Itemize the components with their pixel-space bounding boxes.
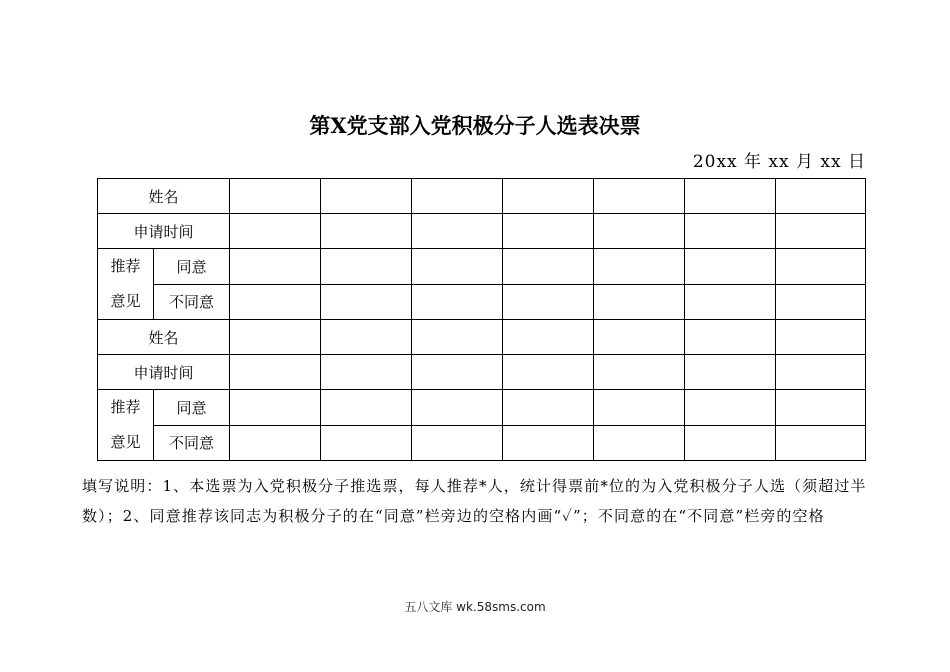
agree-cell[interactable] xyxy=(776,390,866,426)
apply-time-cell[interactable] xyxy=(594,355,685,390)
name-cell[interactable] xyxy=(321,320,412,355)
recommend-label-bottom: 意见 xyxy=(110,433,141,451)
agree-cell[interactable] xyxy=(230,390,321,426)
apply-time-cell[interactable] xyxy=(776,355,866,390)
disagree-cell[interactable] xyxy=(685,425,776,461)
disagree-cell[interactable] xyxy=(412,284,503,320)
ballot-title: 第X党支部入党积极分子人选表决票 xyxy=(309,113,641,138)
agree-cell[interactable] xyxy=(503,249,594,285)
name-cell[interactable] xyxy=(594,179,685,214)
apply-time-cell[interactable] xyxy=(412,355,503,390)
instructions xyxy=(82,471,872,531)
disagree-label: 不同意 xyxy=(154,425,230,461)
disagree-cell[interactable] xyxy=(685,284,776,320)
table-row-agree-2 xyxy=(98,390,866,426)
disagree-cell[interactable] xyxy=(503,284,594,320)
name-cell[interactable] xyxy=(594,320,685,355)
agree-cell[interactable] xyxy=(685,390,776,426)
table-row-name-2 xyxy=(98,320,866,355)
apply-time-cell[interactable] xyxy=(230,355,321,390)
name-cell[interactable] xyxy=(321,179,412,214)
recommend-label-top: 推荐 xyxy=(110,398,141,416)
recommend-label xyxy=(98,249,154,320)
recommend-label-bottom: 意见 xyxy=(110,292,141,310)
table-row-disagree-1 xyxy=(98,284,866,320)
name-cell[interactable] xyxy=(230,320,321,355)
apply-time-label: 申请时间 xyxy=(98,214,230,249)
disagree-cell[interactable] xyxy=(230,425,321,461)
agree-cell[interactable] xyxy=(412,249,503,285)
apply-time-cell[interactable] xyxy=(685,355,776,390)
table-row-name-1 xyxy=(98,179,866,214)
apply-time-cell[interactable] xyxy=(412,214,503,249)
apply-time-cell[interactable] xyxy=(230,214,321,249)
disagree-cell[interactable] xyxy=(321,425,412,461)
disagree-cell[interactable] xyxy=(776,284,866,320)
agree-cell[interactable] xyxy=(321,390,412,426)
apply-time-cell[interactable] xyxy=(685,214,776,249)
table-row-agree-1 xyxy=(98,249,866,285)
agree-label: 同意 xyxy=(154,249,230,285)
table-row-apply-time-1 xyxy=(98,214,866,249)
recommend-label-top: 推荐 xyxy=(110,257,141,275)
recommend-label xyxy=(98,390,154,461)
apply-time-cell[interactable] xyxy=(503,355,594,390)
apply-time-cell[interactable] xyxy=(503,214,594,249)
disagree-cell[interactable] xyxy=(776,425,866,461)
table-row-disagree-2 xyxy=(98,425,866,461)
name-cell[interactable] xyxy=(412,320,503,355)
agree-cell[interactable] xyxy=(230,249,321,285)
disagree-cell[interactable] xyxy=(594,284,685,320)
agree-label: 同意 xyxy=(154,390,230,426)
name-cell[interactable] xyxy=(776,320,866,355)
name-cell[interactable] xyxy=(776,179,866,214)
name-label: 姓名 xyxy=(98,320,230,355)
apply-time-cell[interactable] xyxy=(776,214,866,249)
instructions-line-2: 数）；2、同意推荐该同志为积极分子的在“同意”栏旁边的空格内画“✓”；不同意的在“不同意”栏旁的空格 xyxy=(82,507,825,525)
agree-cell[interactable] xyxy=(503,390,594,426)
name-cell[interactable] xyxy=(503,320,594,355)
disagree-label: 不同意 xyxy=(154,284,230,320)
agree-cell[interactable] xyxy=(594,249,685,285)
instructions-line-1: 填写说明：1、本选票为入党积极分子推选票，每人推荐*人，统计得票前*位的为入党积极分子人选（须超过半 xyxy=(82,477,867,495)
name-cell[interactable] xyxy=(230,179,321,214)
name-cell[interactable] xyxy=(685,320,776,355)
ballot-date: 20xx 年 xx 月 xx 日 xyxy=(692,152,866,172)
name-label: 姓名 xyxy=(98,179,230,214)
agree-cell[interactable] xyxy=(321,249,412,285)
table-row-apply-time-2 xyxy=(98,355,866,390)
disagree-cell[interactable] xyxy=(503,425,594,461)
name-cell[interactable] xyxy=(685,179,776,214)
agree-cell[interactable] xyxy=(776,249,866,285)
apply-time-cell[interactable] xyxy=(594,214,685,249)
agree-cell[interactable] xyxy=(412,390,503,426)
agree-cell[interactable] xyxy=(685,249,776,285)
name-cell[interactable] xyxy=(412,179,503,214)
disagree-cell[interactable] xyxy=(412,425,503,461)
disagree-cell[interactable] xyxy=(594,425,685,461)
disagree-cell[interactable] xyxy=(230,284,321,320)
name-cell[interactable] xyxy=(503,179,594,214)
agree-cell[interactable] xyxy=(594,390,685,426)
disagree-cell[interactable] xyxy=(321,284,412,320)
ballot-table xyxy=(97,178,866,461)
apply-time-label: 申请时间 xyxy=(98,355,230,390)
apply-time-cell[interactable] xyxy=(321,214,412,249)
apply-time-cell[interactable] xyxy=(321,355,412,390)
footer-watermark: 五八文库 wk.58sms.com xyxy=(404,600,546,614)
